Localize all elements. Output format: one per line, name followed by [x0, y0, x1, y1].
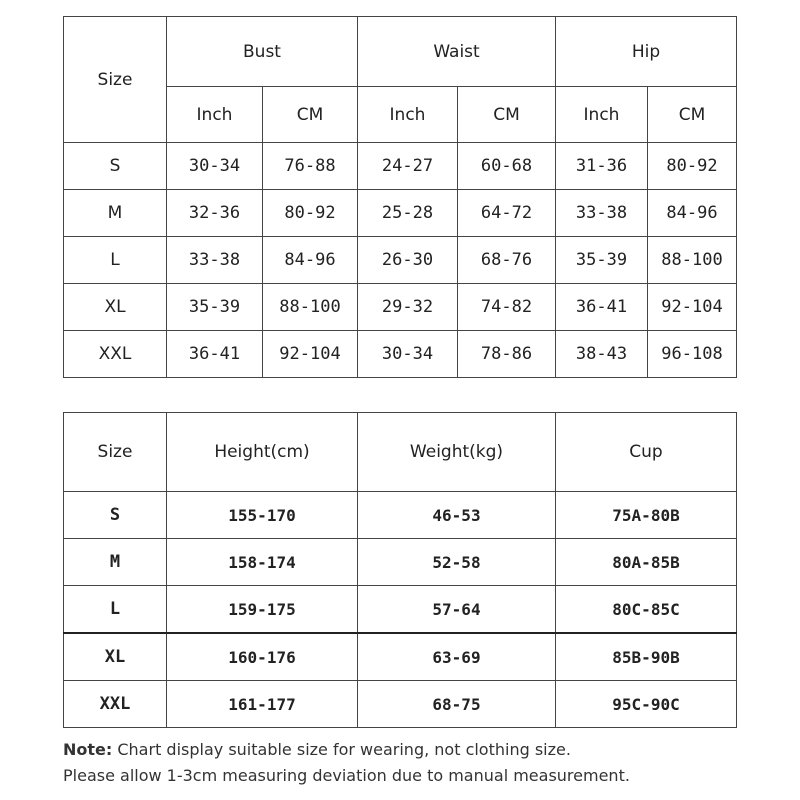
measurement-cell: 30-34 — [167, 143, 263, 190]
measurement-cell: 155-170 — [167, 492, 358, 539]
measurement-cell: 60-68 — [458, 143, 556, 190]
measurement-cell: 88-100 — [263, 284, 358, 331]
table-row — [64, 237, 737, 284]
measurement-cell: 161-177 — [167, 681, 358, 728]
bust-cm-header: CM — [263, 87, 358, 143]
note-line-2: Please allow 1-3cm measuring deviation due to manual measurement. — [63, 766, 630, 785]
measurement-cell: 76-88 — [263, 143, 358, 190]
waist-inch-header: Inch — [358, 87, 458, 143]
measurement-cell: 85B-90B — [556, 633, 737, 681]
measurement-cell: 24-27 — [358, 143, 458, 190]
measurement-cell: 74-82 — [458, 284, 556, 331]
measurement-cell: 80-92 — [263, 190, 358, 237]
measurement-cell: 57-64 — [358, 586, 556, 634]
table-row — [64, 284, 737, 331]
measurement-cell: 88-100 — [648, 237, 737, 284]
measurement-cell: 26-30 — [358, 237, 458, 284]
measurement-cell: 33-38 — [556, 190, 648, 237]
weight-header: Weight(kg) — [358, 413, 556, 492]
measurement-cell: 75A-80B — [556, 492, 737, 539]
measurement-cell: 46-53 — [358, 492, 556, 539]
height-header: Height(cm) — [167, 413, 358, 492]
table-row — [64, 633, 737, 681]
hip-inch-header: Inch — [556, 87, 648, 143]
note-label: Note: — [63, 740, 113, 759]
size-cell: XXL — [64, 331, 167, 378]
size-cell: L — [64, 586, 167, 634]
table-row — [64, 681, 737, 728]
bust-inch-header: Inch — [167, 87, 263, 143]
measurement-cell: 68-76 — [458, 237, 556, 284]
size-cell: XL — [64, 633, 167, 681]
measurement-cell: 38-43 — [556, 331, 648, 378]
size-cell: S — [64, 492, 167, 539]
measurement-cell: 158-174 — [167, 539, 358, 586]
table-row — [64, 190, 737, 237]
body-measurements-table — [63, 16, 737, 378]
measurement-cell: 80-92 — [648, 143, 737, 190]
hip-cm-header: CM — [648, 87, 737, 143]
table-row — [64, 586, 737, 634]
size-header: Size — [64, 413, 167, 492]
measurement-cell: 80C-85C — [556, 586, 737, 634]
table-row — [64, 331, 737, 378]
measurement-cell: 29-32 — [358, 284, 458, 331]
hip-header: Hip — [556, 17, 737, 87]
measurement-cell: 92-104 — [648, 284, 737, 331]
measurement-cell: 92-104 — [263, 331, 358, 378]
measurement-cell: 52-58 — [358, 539, 556, 586]
bust-header: Bust — [167, 17, 358, 87]
size-cell: XL — [64, 284, 167, 331]
measurement-cell: 32-36 — [167, 190, 263, 237]
measurement-cell: 30-34 — [358, 331, 458, 378]
measurement-cell: 84-96 — [263, 237, 358, 284]
note-line-1 — [63, 740, 571, 759]
size-cell: L — [64, 237, 167, 284]
measurement-cell: 95C-90C — [556, 681, 737, 728]
measurement-cell: 36-41 — [556, 284, 648, 331]
waist-header: Waist — [358, 17, 556, 87]
size-cell: M — [64, 539, 167, 586]
table-row — [64, 143, 737, 190]
measurement-cell: 35-39 — [556, 237, 648, 284]
measurement-cell: 63-69 — [358, 633, 556, 681]
size-cell: XXL — [64, 681, 167, 728]
measurement-cell: 33-38 — [167, 237, 263, 284]
measurement-cell: 25-28 — [358, 190, 458, 237]
measurement-cell: 78-86 — [458, 331, 556, 378]
cup-header: Cup — [556, 413, 737, 492]
height-weight-cup-table — [63, 412, 737, 728]
size-cell: M — [64, 190, 167, 237]
measurement-cell: 160-176 — [167, 633, 358, 681]
measurement-cell: 80A-85B — [556, 539, 737, 586]
measurement-cell: 36-41 — [167, 331, 263, 378]
measurement-cell: 64-72 — [458, 190, 556, 237]
waist-cm-header: CM — [458, 87, 556, 143]
measurement-cell: 159-175 — [167, 586, 358, 634]
table-row — [64, 539, 737, 586]
size-cell: S — [64, 143, 167, 190]
measurement-cell: 31-36 — [556, 143, 648, 190]
measurement-cell: 84-96 — [648, 190, 737, 237]
measurement-cell: 35-39 — [167, 284, 263, 331]
measurement-cell: 68-75 — [358, 681, 556, 728]
note-text: Chart display suitable size for wearing, not clothing size. — [112, 740, 571, 759]
size-header: Size — [64, 17, 167, 143]
table-row — [64, 492, 737, 539]
measurement-cell: 96-108 — [648, 331, 737, 378]
